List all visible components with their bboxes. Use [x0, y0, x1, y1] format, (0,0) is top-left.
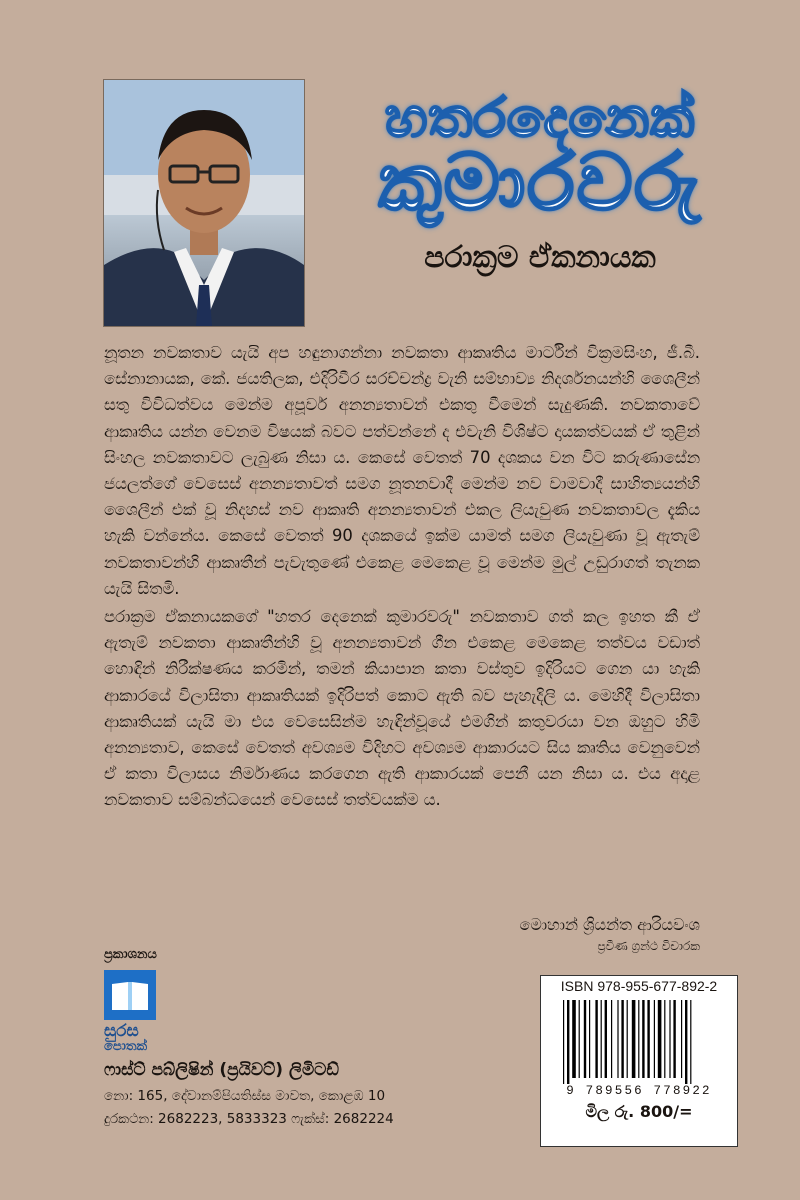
barcode-bar	[572, 1000, 576, 1078]
barcode-bar	[669, 1000, 670, 1078]
isbn-label: ISBN 978-955-677-892-2	[560, 978, 718, 994]
logo-line-2: පොතක්	[104, 1039, 148, 1054]
barcode-bar	[584, 1000, 586, 1078]
author-name: පරාක්‍රම ඒකනායක	[424, 240, 656, 275]
barcode-bar	[601, 1000, 602, 1078]
book-logo-icon	[104, 970, 156, 1020]
isbn-digits: 9 789556 778922	[566, 1084, 712, 1098]
barcode-bar	[595, 1000, 597, 1078]
isbn-barcode-box	[540, 975, 738, 1147]
publisher-name: ෆාස්ට් පබ්ලිෂින් (ප්‍රයිවට්) ලිමිටඩ්	[104, 1060, 339, 1080]
barcode-bar	[642, 1000, 644, 1078]
barcode-bar	[664, 1000, 665, 1078]
barcode-bar	[647, 1000, 649, 1078]
barcode-bar	[681, 1000, 682, 1078]
barcode-bar	[685, 1000, 687, 1084]
barcode-bar	[658, 1000, 662, 1078]
barcode-bar	[611, 1000, 612, 1078]
blurb-paragraph-1: නූතන නවකතාව යැයි අප හඳුනාගන්නා නවකතා ආකෘතිය මාර්ටින් වික්‍රමසිංහ, ජී.බී. සේනානායක, කේ. ජයතිලක, එදිරිවීර සරච්චන්ද්‍ර වැනි සම්භාව්‍ය නිදර්ශනයන්හි ශෛලීන් සතු විවිධත්වය මෙන්ම අපූර්ව අනන්‍යතාවන් එකතු වීමෙන් සැදුණකි. නවකතාවේ ආකෘතිය යන්න වෙනම විෂයක් බවට පත්වන්නේ ද එවැනි විශිෂ්ට දායකත්වයක් ඒ තුළින් සිංහල නවකතාවට ලැබුණ නිසා ය. කෙසේ වෙතත් 70 දශකය වන විට කරුණාසේන ජයලත්ගේ වෙසෙස් අනන්‍යතාවත් සමග නූතනවාදී මෙන්ම නව වාමවාදී සාහිත්‍යයන්හි ශෛලීන් එක් වූ නිදහස් නව ආකෘති අනන්‍යතාවන් එකල ලියැවුණ නවකතාවල දැකිය හැකි වන්නේය. කෙසේ වෙතත් 90 දශකයේ ඉක්ම යාමත් සමග ලියැවුණා වූ ඇතැම් නවකතාවන්හි ආකෘතීන් පැවැතුණේ එකෙළ මෙකෙළ වූ මෙන්ම මුල් උඩුරාගත් තැනක යැයි සිතමි.	[104, 343, 700, 598]
barcode-bar	[605, 1000, 607, 1078]
author-photo	[104, 80, 304, 326]
barcode-graphic	[559, 1000, 719, 1084]
barcode-bar	[690, 1000, 691, 1084]
reviewer-role: ප්‍රවීණ ග්‍රන්ථ විචාරක	[597, 939, 700, 953]
barcode-bar	[638, 1000, 639, 1078]
author-portrait-illustration	[104, 80, 304, 326]
publisher-label: ප්‍රකාශනය	[104, 947, 157, 962]
logo-line-1: සුරස	[104, 1021, 139, 1041]
barcode-bar	[632, 1000, 636, 1078]
blurb-text	[104, 340, 700, 816]
barcode-bar	[589, 1000, 590, 1078]
barcode-bar	[673, 1000, 675, 1078]
publisher-logo-text	[104, 1022, 164, 1054]
book-title-line-1: හතරදෙනෙක්	[384, 86, 696, 149]
reviewer-signature	[519, 915, 700, 954]
barcode-bar	[621, 1000, 623, 1078]
reviewer-name: මොහාන් ශ්‍රියන්ත ආරියවංශ	[519, 915, 700, 934]
blurb-paragraph-2: පරාක්‍රම ඒකනායකගේ "හතර දෙනෙක් කුමාරවරු" නවකතාව ගත් කල ඉහත කී ඒ ඇතැම් නවකතා ආකෘතීන්හි වූ අනන්‍යතාවන් ගීන එකෙළ මෙකෙළ තත්වය වඩාත් හොඳින් නිරීක්ෂණය කරමින්, තමන් කියාපාන කතා වස්තුව ඉදිරියට ගෙන යා හැකි ආකාරයේ විලාසිතා ආකෘතියක් ඉදිරිපත් කොට ඇති බව පැහැදිලි ය. මෙහිදී විලාසිතා ආකෘතියක් යැයි මා එය වෙසෙසින්ම හැඳින්වූයේ එමගින් කතුවරයා වන ඔහුට හිමි අනන්‍යතාව, කෙසේ වෙතත් අවශ්‍යම විදිහට අවශ්‍යම ආකාරයට සිය කෘතිය වෙනුවෙන් ඒ කතා විලාසය නිර්මාණය කරගෙන ඇති ආකාරයක් පෙනී යන නිසා ය. එය අදාළ නවකතාව සම්බන්ධයෙන් වෙසෙස් තත්වයක්ම ය.	[104, 607, 700, 810]
publisher-address: නො: 165, දේවානම්පියතිස්ස මාවත, කොළඹ 10	[104, 1088, 386, 1104]
barcode-bar	[654, 1000, 655, 1078]
barcode-bar	[617, 1000, 618, 1078]
barcode-bar	[563, 1000, 564, 1084]
publisher-phone: දුරකථන: 2682223, 5833323 ෆැක්ස්: 2682224	[104, 1111, 394, 1127]
barcode-bar	[579, 1000, 580, 1078]
book-title-line-2: කුමාරවරු	[378, 138, 702, 228]
barcode-bar	[567, 1000, 569, 1084]
barcode-bar	[627, 1000, 628, 1078]
price-label: මිල රු. 800/=	[585, 1102, 693, 1121]
